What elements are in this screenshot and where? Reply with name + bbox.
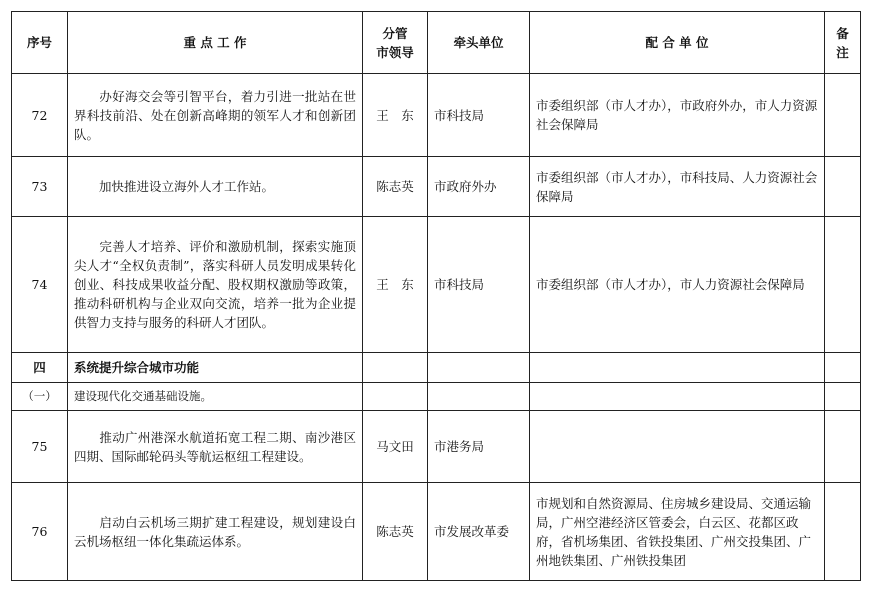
row-work-text: 推动广州港深水航道拓宽工程二期、南沙港区四期、国际邮轮码头等航运枢纽工程建设。	[74, 429, 356, 464]
row-work-text: 启动白云机场三期扩建工程建设，规划建设白云机场枢纽一体化集疏运体系。	[74, 514, 356, 549]
row-seq: 76	[12, 483, 68, 581]
row-work	[68, 74, 363, 157]
row-leader: 陈志英	[363, 483, 428, 581]
table-row	[12, 483, 861, 581]
row-notes	[825, 157, 861, 217]
row-work	[68, 157, 363, 217]
row-seq: 73	[12, 157, 68, 217]
section-empty	[530, 353, 825, 383]
table-row	[12, 411, 861, 483]
row-work-text: 加快推进设立海外人才工作站。	[99, 179, 275, 194]
subsection-empty	[825, 383, 861, 411]
row-partners	[530, 411, 825, 483]
row-notes	[825, 74, 861, 157]
row-work	[68, 483, 363, 581]
subsection-empty	[530, 383, 825, 411]
header-partners: 配 合 单 位	[530, 12, 825, 74]
row-notes	[825, 411, 861, 483]
subsection-empty	[428, 383, 530, 411]
header-work: 重 点 工 作	[68, 12, 363, 74]
section-title: 系统提升综合城市功能	[68, 353, 363, 383]
header-leader-line2: 市领导	[376, 44, 414, 60]
row-notes	[825, 217, 861, 353]
row-work-text: 完善人才培养、评价和激励机制，探索实施顶尖人才“全权负责制”，落实科研人员发明成果转化创业、科技成果收益分配、股权期权激励等政策，推动科研机构与企业双向交流，培养一批为企业提供智力支持与服务的科研人才团队。	[74, 239, 356, 330]
row-lead-unit: 市科技局	[428, 74, 530, 157]
row-seq: 74	[12, 217, 68, 353]
row-seq: 72	[12, 74, 68, 157]
subsection-title: 建设现代化交通基础设施。	[68, 383, 363, 411]
row-work-text: 办好海交会等引智平台，着力引进一批站在世界科技前沿、处在创新高峰期的领军人才和创新团队。	[74, 88, 356, 142]
table-row	[12, 74, 861, 157]
section-empty	[363, 353, 428, 383]
header-seq: 序号	[12, 12, 68, 74]
table-row	[12, 157, 861, 217]
row-leader: 王 东	[363, 217, 428, 353]
row-partners: 市委组织部（市人才办），市人力资源社会保障局	[530, 217, 825, 353]
subsection-seq: （一）	[12, 383, 68, 411]
subsection-row	[12, 383, 861, 411]
row-leader: 陈志英	[363, 157, 428, 217]
row-leader: 王 东	[363, 74, 428, 157]
header-row	[12, 12, 861, 74]
section-empty	[428, 353, 530, 383]
row-work	[68, 217, 363, 353]
section-seq: 四	[12, 353, 68, 383]
subsection-empty	[363, 383, 428, 411]
header-leader	[363, 12, 428, 74]
row-work	[68, 411, 363, 483]
row-lead-unit: 市政府外办	[428, 157, 530, 217]
row-lead-unit: 市港务局	[428, 411, 530, 483]
work-table	[11, 11, 861, 581]
row-partners: 市规划和自然资源局、住房城乡建设局、交通运输局，广州空港经济区管委会，白云区、花都区政府，省机场集团、省铁投集团、广州交投集团、广州地铁集团、广州铁投集团	[530, 483, 825, 581]
header-notes: 备注	[825, 12, 861, 74]
row-partners: 市委组织部（市人才办），市政府外办，市人力资源社会保障局	[530, 74, 825, 157]
section-row	[12, 353, 861, 383]
row-partners: 市委组织部（市人才办），市科技局、人力资源社会保障局	[530, 157, 825, 217]
row-lead-unit: 市科技局	[428, 217, 530, 353]
row-leader: 马文田	[363, 411, 428, 483]
header-lead-unit: 牵头单位	[428, 12, 530, 74]
row-lead-unit: 市发展改革委	[428, 483, 530, 581]
table-row	[12, 217, 861, 353]
row-seq: 75	[12, 411, 68, 483]
row-notes	[825, 483, 861, 581]
header-leader-line1: 分管	[382, 25, 408, 41]
section-empty	[825, 353, 861, 383]
